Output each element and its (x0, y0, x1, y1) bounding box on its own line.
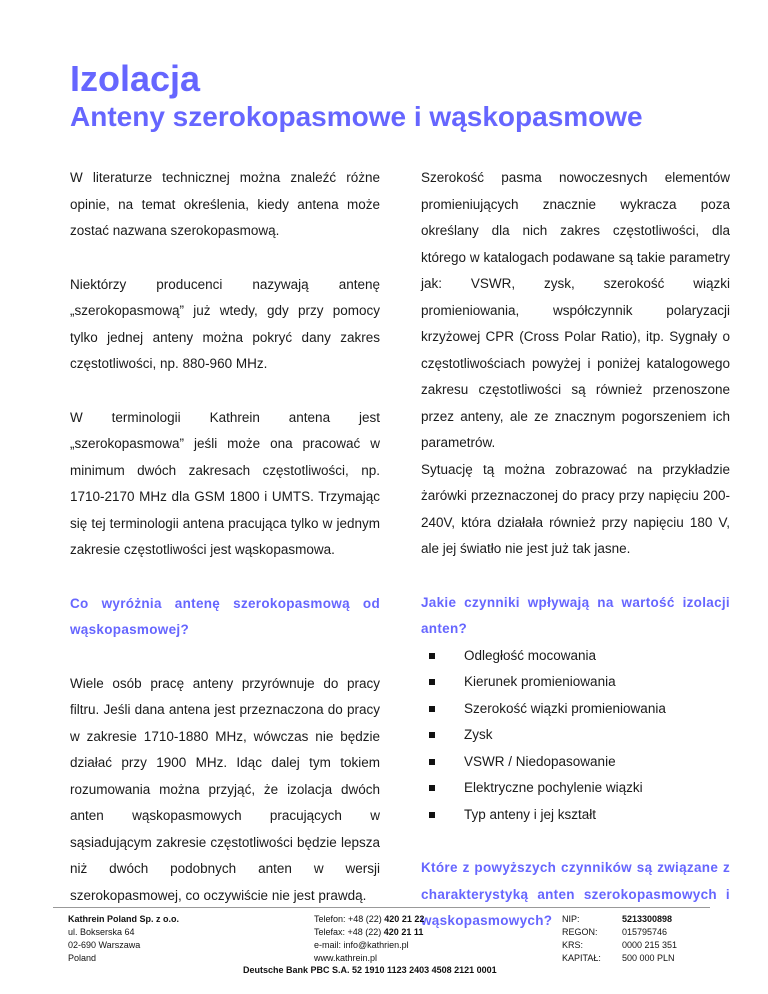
krs-label: KRS: (562, 940, 584, 950)
list-item: Elektryczne pochylenie wiązki (421, 775, 730, 802)
right-paragraph-2: Sytuację tą można zobrazować na przykładzie żarówki przeznaczonej do pracy przy napięciu 200-240V, która działała również przy napięciu 180 V, ale jej światło nie jest już tak jasne. (421, 461, 730, 556)
list-item: Szerokość wiązki promieniowania (421, 696, 730, 723)
left-column (70, 165, 380, 909)
nip-value: 5213300898 (622, 914, 673, 924)
nip-label: NIP: (562, 914, 580, 924)
list-item: Typ anteny i jej kształt (421, 802, 730, 829)
right-question-heading-1: Jakie czynniki wpływają na wartość izolacji anten? (421, 594, 730, 636)
regon-label: REGON: (562, 927, 598, 937)
street: ul. Bokserska 64 (68, 927, 135, 937)
list-item: Kierunek promieniowania (421, 669, 730, 696)
company-name: Kathrein Poland Sp. z o.o. (68, 914, 180, 924)
kapital-value: 500 000 PLN (622, 953, 675, 963)
krs-value: 0000 215 351 (622, 940, 678, 950)
right-question-heading-2: Które z powyższych czynników są związane z charakterystyką anten szerokopasmowych i wąskopasmowych? (421, 860, 730, 928)
list-item: Odległość mocowania (421, 643, 730, 670)
footer-divider (53, 907, 710, 908)
right-column (421, 165, 730, 935)
city: 02-690 Warszawa (68, 940, 141, 950)
factors-list (421, 643, 730, 829)
website-link[interactable]: www.kathrein.pl (314, 953, 378, 963)
footer-registry-values (622, 913, 677, 965)
bank-account: Deutsche Bank PBC S.A. 52 1910 1123 2403 4508 2121 0001 (243, 965, 497, 975)
list-item: Zysk (421, 722, 730, 749)
regon-value: 015795746 (622, 927, 668, 937)
footer-address (68, 913, 179, 965)
left-paragraph-4: Wiele osób pracę anteny przyrównuje do pracy filtru. Jeśli dana antena jest przeznaczona do pracy w zakresie 1710-1880 MHz, wówczas nie będzie działać przy 1900 MHz. Idąc dalej tym tokiem rozumowania można przyjąć, że izolacja dwóch anten wąskopasmowych pracujących w sąsiadującym zakresie częstotliwości będzie lepsza niż dwóch podobnych anten w wersji szerokopasmowej, co oczywiście nie jest prawdą. (70, 675, 380, 903)
footer-contact (314, 913, 424, 965)
left-paragraph-3: W terminologii Kathrein antena jest „szerokopasmowa” jeśli może ona pracować w minimum dwóch zakresach częstotliwości, np. 1710-2170 MHz dla GSM 1800 i UMTS. Trzymając się tej terminologii antena pracująca tylko w jednym zakresie częstotliwości jest wąskopasmowa. (70, 409, 380, 557)
right-paragraph-1: Szerokość pasma nowoczesnych elementów promieniujących znacznie wykracza poza określany dla nich zakres częstotliwości, dla którego w katalogach podawane są takie parametry jak: VSWR, zysk, szerokość wiązki promieniowania, współczynnik polaryzacji krzyżowej CPR (Cross Polar Ratio), itp. Sygnały o częstotliwościach powyżej i poniżej katalogowego zakresu częstotliwości są również przenoszone przez anteny, ale ze znacznym pogorszeniem ich parametrów. (421, 170, 730, 450)
email-link[interactable]: e-mail: info@kathrien.pl (314, 940, 409, 950)
kapital-label: KAPITAŁ: (562, 953, 601, 963)
phone: Telefon: +48 (22) 420 21 22 (314, 914, 425, 924)
page-title: Izolacja (70, 58, 201, 99)
left-paragraph-1: W literaturze technicznej można znaleźć różne opinie, na temat określenia, kiedy antena może zostać nazwana szerokopasmową. (70, 170, 380, 238)
page-subtitle: Anteny szerokopasmowe i wąskopasmowe (70, 101, 643, 132)
left-paragraph-2: Niektórzy producenci nazywają antenę „szerokopasmową” już wtedy, gdy przy pomocy tylko jednej anteny można pokryć dany zakres częstotliwości, np. 880-960 MHz. (70, 276, 380, 371)
country: Poland (68, 953, 97, 963)
list-item: VSWR / Niedopasowanie (421, 749, 730, 776)
left-question-heading: Co wyróżnia antenę szerokopasmową od wąskopasmowej? (70, 595, 380, 637)
fax: Telefax: +48 (22) 420 21 11 (314, 927, 424, 937)
footer-registry-labels (562, 913, 601, 965)
